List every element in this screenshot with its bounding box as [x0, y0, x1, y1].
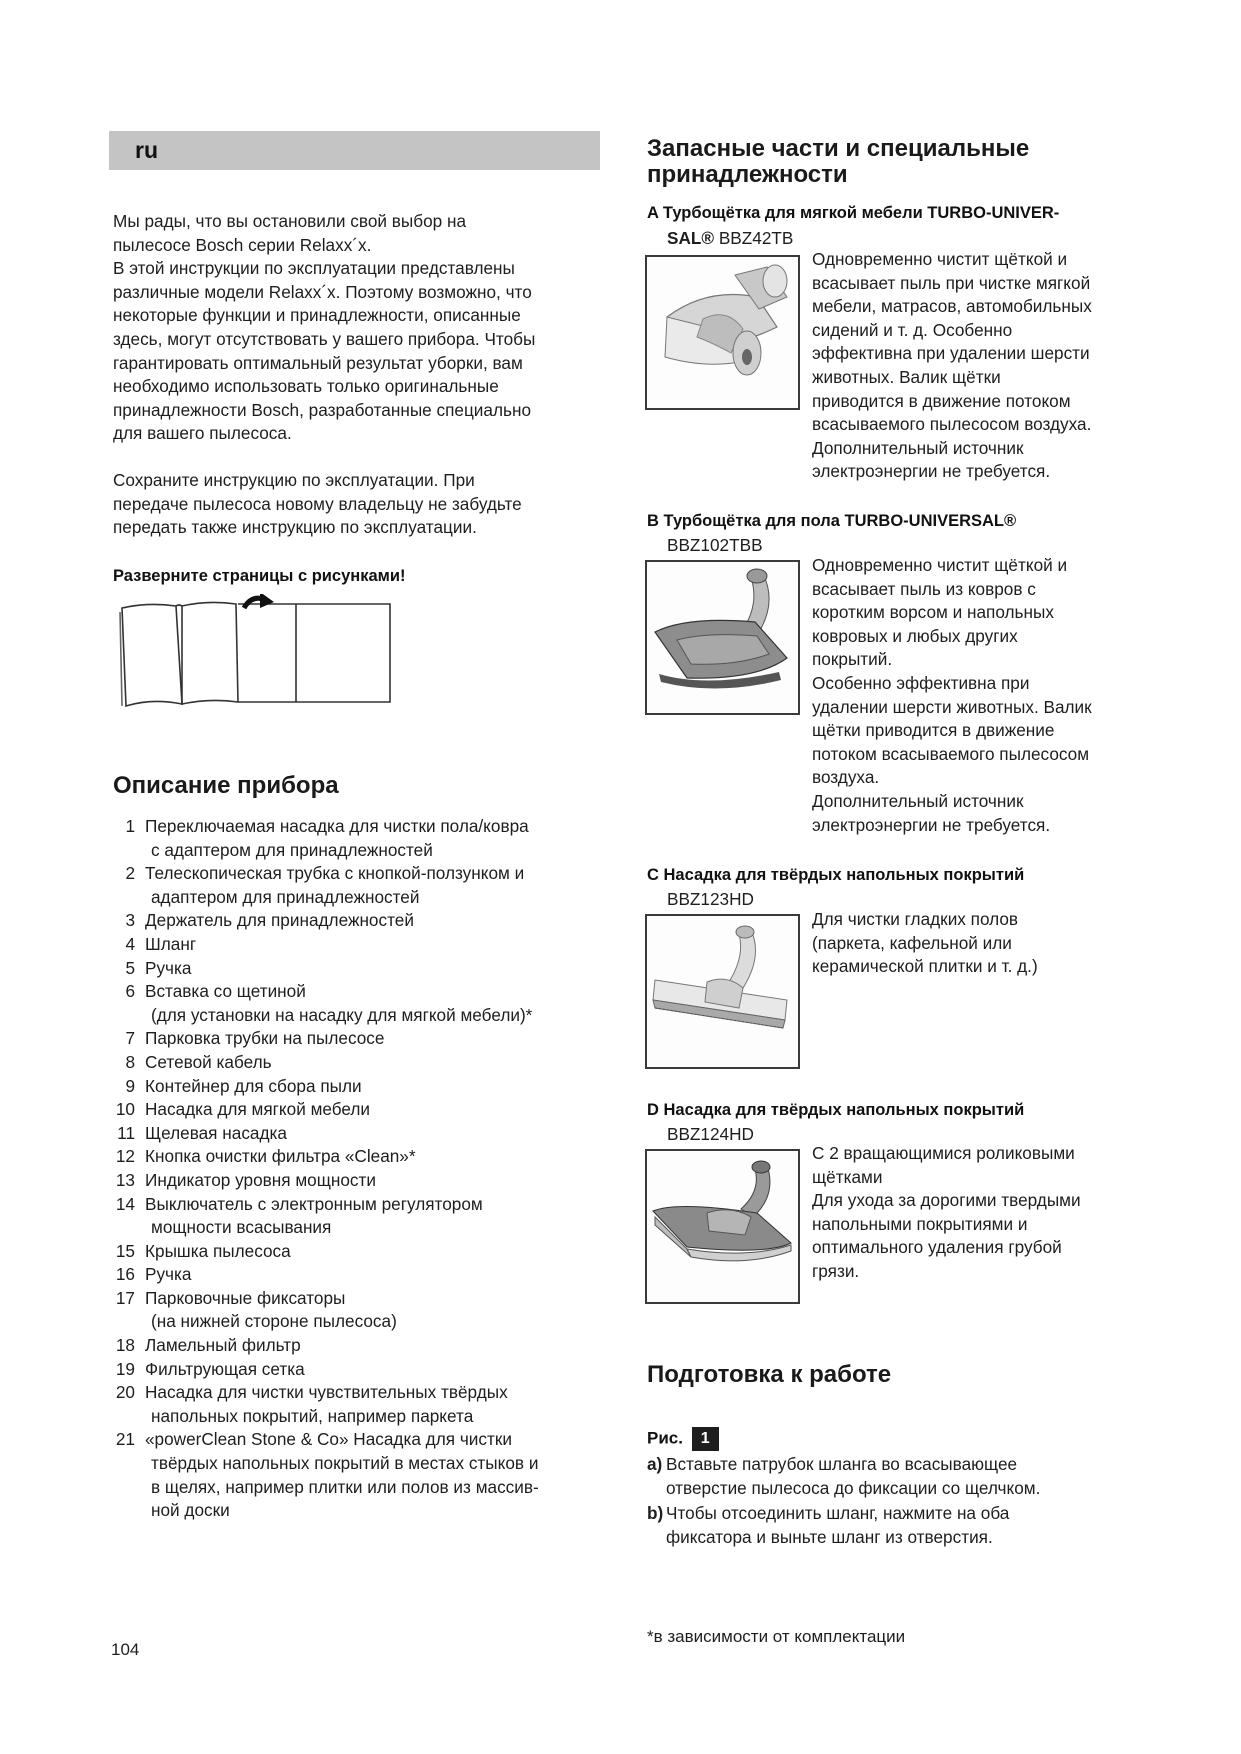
parts-list-text: Переключаемая насадка для чистки пола/ковра	[145, 816, 529, 836]
accessory-c-image	[645, 914, 800, 1069]
text-line: ковровых и любых других	[812, 625, 1018, 646]
parts-list-number: 21	[115, 1429, 135, 1450]
upholstery-turbo-brush-icon	[647, 257, 798, 408]
accessory-d-text	[812, 1142, 1142, 1284]
parts-list-item	[113, 1122, 603, 1146]
parts-list-text: ной доски	[151, 1500, 230, 1521]
parts-list-number: 6	[125, 981, 135, 1002]
text-line: Для ухода за дорогими твердыми	[812, 1190, 1081, 1211]
parts-list-text: Насадка для мягкой мебели	[145, 1099, 371, 1120]
save-line: передать также инструкцию по эксплуатации.	[113, 517, 477, 538]
parts-list-text: «powerClean Stone & Co» Насадка для чистки	[145, 1429, 512, 1450]
parts-list-text: Сетевой кабель	[145, 1051, 272, 1072]
parts-list-number: 12	[115, 1146, 135, 1167]
accessory-b-text	[812, 554, 1142, 837]
accessory-c-model: BBZ123HD	[667, 889, 754, 909]
parts-list-text: Выключатель с электронным регулятором	[145, 1193, 483, 1214]
parts-list-text: Ручка	[145, 1264, 192, 1285]
text-line: керамической плитки и т. д.)	[812, 956, 1038, 977]
text-line: С 2 вращающимися роликовыми	[812, 1143, 1075, 1163]
parts-list-number: 18	[115, 1335, 135, 1356]
intro-line: В этой инструкции по эксплуатации представлены	[113, 258, 515, 279]
hard-floor-roller-nozzle-icon	[647, 1151, 798, 1302]
text-line: оптимального удаления грубой	[812, 1237, 1062, 1258]
figure-number-badge: 1	[692, 1427, 719, 1451]
accessory-c-heading: C Насадка для твёрдых напольных покрытий	[647, 866, 1025, 884]
accessories-heading	[647, 136, 1167, 188]
intro-line: пылесосе Bosch серии Relaxx´x.	[113, 234, 372, 255]
parts-list-number: 15	[115, 1240, 135, 1261]
text-line: коротким ворсом и напольных	[812, 602, 1054, 623]
text-line: воздуха.	[812, 767, 880, 788]
parts-list-number: 16	[115, 1264, 135, 1285]
parts-list-text: Фильтрующая сетка	[145, 1358, 305, 1379]
intro-line: различные модели Relaxx´x. Поэтому возможно, что	[113, 281, 532, 302]
parts-list-item	[113, 980, 603, 1027]
parts-list-text: Кнопка очистки фильтра «Clean»*	[145, 1146, 416, 1167]
intro-line: для вашего пылесоса.	[113, 423, 292, 444]
step-letter: a)	[647, 1454, 663, 1474]
text-line: всасываемого пылесосом воздуха.	[812, 414, 1092, 435]
accessory-a-image	[645, 255, 800, 410]
intro-paragraph	[113, 210, 593, 446]
parts-list-text: мощности всасывания	[151, 1217, 332, 1238]
preparation-heading: Подготовка к работе	[647, 1361, 892, 1388]
parts-list-number: 5	[125, 957, 135, 978]
text-line: щётки приводится в движение	[812, 720, 1055, 741]
save-line: передаче пылесоса новому владельцу не забудьте	[113, 493, 522, 514]
accessory-c-text	[812, 908, 1142, 979]
parts-list-number: 2	[125, 863, 135, 884]
step-letter: b)	[647, 1503, 664, 1523]
parts-list-item	[113, 1358, 603, 1382]
parts-list-number: 7	[125, 1028, 135, 1049]
figure-reference	[647, 1427, 719, 1451]
parts-list-number: 8	[125, 1051, 135, 1072]
parts-list-item	[113, 1193, 603, 1240]
parts-list-item	[113, 1287, 603, 1334]
text-line: (паркета, кафельной или	[812, 932, 1012, 953]
parts-list-number: 13	[115, 1169, 135, 1190]
parts-list-item	[113, 862, 603, 909]
turn-pages-label: Разверните страницы с рисунками!	[113, 567, 406, 585]
step-line: отверстие пылесоса до фиксации со щелчком.	[666, 1477, 1041, 1498]
text-line: напольными покрытиями и	[812, 1213, 1028, 1234]
hard-floor-nozzle-icon	[647, 916, 798, 1067]
intro-line: гарантировать оптимальный результат уборки, вам	[113, 352, 523, 373]
accessory-a-text	[812, 248, 1142, 484]
accessory-b-image	[645, 560, 800, 715]
parts-list-text: с адаптером для принадлежностей	[151, 839, 433, 860]
step-a	[647, 1453, 1117, 1500]
intro-line: здесь, могут отсутствовать у вашего прибора. Чтобы	[113, 328, 536, 349]
parts-list-item	[113, 1169, 603, 1193]
parts-list-text: Вставка со щетиной	[145, 981, 306, 1002]
device-description-heading: Описание прибора	[113, 772, 339, 799]
text-line: Особенно эффективна при	[812, 672, 1030, 693]
parts-list-number: 1	[125, 816, 135, 836]
text-line: мебели, матрасов, автомобильных	[812, 296, 1092, 317]
parts-list-text: Контейнер для сбора пыли	[145, 1075, 362, 1096]
language-code: ru	[135, 137, 158, 163]
parts-list-text: Парковка трубки на пылесосе	[145, 1028, 385, 1049]
parts-list-number: 19	[115, 1358, 135, 1379]
step-line: Вставьте патрубок шланга во всасывающее	[666, 1454, 1018, 1474]
parts-list-text: (для установки на насадку для мягкой мебели)*	[151, 1004, 533, 1025]
footnote: *в зависимости от комплектации	[647, 1627, 906, 1646]
text-line: животных. Валик щётки	[812, 366, 1001, 387]
accessory-d-heading: D Насадка для твёрдых напольных покрытий	[647, 1101, 1025, 1119]
parts-list-item	[113, 1428, 603, 1522]
parts-list-number: 11	[117, 1122, 135, 1143]
text-line: сидений и т. д. Особенно	[812, 319, 1013, 340]
text-line: Дополнительный источник	[812, 437, 1024, 458]
device-parts-list	[113, 815, 603, 1523]
parts-list-text: Телескопическая трубка с кнопкой-ползунком и	[145, 863, 525, 884]
parts-list-text: Ламельный фильтр	[145, 1335, 301, 1356]
parts-list-item	[113, 1381, 603, 1428]
accessory-b-model: BBZ102TBB	[667, 535, 763, 555]
parts-list-text: Индикатор уровня мощности	[145, 1169, 376, 1190]
parts-list-text: адаптером для принадлежностей	[151, 886, 420, 907]
accessory-a-model-code: BBZ42TB	[718, 228, 794, 248]
parts-list-number: 17	[115, 1287, 135, 1308]
parts-list-item	[113, 1075, 603, 1099]
text-line: всасывает пыль при чистке мягкой	[812, 272, 1091, 293]
foldout-pages-illustration	[118, 594, 394, 708]
parts-list-number: 10	[115, 1099, 135, 1120]
text-line: Для чистки гладких полов	[812, 909, 1019, 929]
text-line: потоком всасываемого пылесосом	[812, 743, 1090, 764]
intro-line: Мы рады, что вы остановили свой выбор на	[113, 211, 467, 231]
parts-list-number: 9	[125, 1075, 135, 1096]
accessories-heading-line: Запасные части и специальные	[647, 135, 1030, 162]
intro-line: принадлежности Bosch, разработанные специально	[113, 399, 532, 420]
text-line: эффективна при удалении шерсти	[812, 343, 1090, 364]
parts-list-text: Насадка для чистки чувствительных твёрдых	[145, 1382, 508, 1403]
parts-list-text: Шланг	[145, 933, 197, 954]
figure-label: Рис.	[647, 1428, 683, 1448]
parts-list-item	[113, 1263, 603, 1287]
accessory-a-heading-cont: SAL®	[667, 228, 715, 248]
parts-list-item	[113, 909, 603, 933]
parts-list-item	[113, 1098, 603, 1122]
arrow-icon	[260, 594, 274, 608]
text-line: удалении шерсти животных. Валик	[812, 696, 1092, 717]
parts-list-text: Ручка	[145, 957, 192, 978]
parts-list-item	[113, 957, 603, 981]
parts-list-item	[113, 933, 603, 957]
accessory-d-model: BBZ124HD	[667, 1124, 754, 1144]
accessory-a-heading: A Турбощётка для мягкой мебели TURBO-UNIVER-	[647, 204, 1060, 222]
parts-list-item	[113, 1145, 603, 1169]
parts-list-text: Держатель для принадлежностей	[145, 910, 414, 931]
parts-list-item	[113, 1027, 603, 1051]
text-line: Дополнительный источник	[812, 790, 1024, 811]
parts-list-text: твёрдых напольных покрытий в местах стыков и	[151, 1453, 539, 1474]
parts-list-item	[113, 1240, 603, 1264]
save-instructions-paragraph	[113, 469, 593, 540]
text-line: Одновременно чистит щёткой и	[812, 555, 1068, 575]
text-line: электроэнергии не требуется.	[812, 461, 1051, 482]
step-b	[647, 1502, 1117, 1549]
parts-list-number: 4	[125, 933, 135, 954]
floor-turbo-brush-icon	[647, 562, 798, 713]
parts-list-text: в щелях, например плитки или полов из массив-	[151, 1476, 539, 1497]
language-header-bar	[109, 131, 600, 170]
parts-list-text: Крышка пылесоса	[145, 1240, 291, 1261]
text-line: приводится в движение потоком	[812, 390, 1071, 411]
text-line: Одновременно чистит щёткой и	[812, 249, 1068, 269]
text-line: всасывает пыль из ковров с	[812, 578, 1036, 599]
accessories-heading-line: принадлежности	[647, 161, 848, 188]
step-line: фиксатора и выньте шланг из отверстия.	[666, 1526, 993, 1547]
parts-list-item	[113, 1051, 603, 1075]
intro-line: некоторые функции и принадлежности, описанные	[113, 305, 521, 326]
parts-list-item	[113, 1334, 603, 1358]
parts-list-text: Парковочные фиксаторы	[145, 1287, 346, 1308]
page-number: 104	[111, 1640, 140, 1659]
text-line: грязи.	[812, 1260, 860, 1281]
text-line: электроэнергии не требуется.	[812, 814, 1051, 835]
parts-list-number: 3	[125, 910, 135, 931]
parts-list-text: Щелевая насадка	[145, 1122, 287, 1143]
accessory-b-heading: B Турбощётка для пола TURBO-UNIVERSAL®	[647, 512, 1017, 530]
parts-list-text: (на нижней стороне пылесоса)	[151, 1311, 397, 1332]
accessory-a-model	[667, 227, 793, 250]
text-line: щётками	[812, 1166, 883, 1187]
intro-line: необходимо использовать только оригинальные	[113, 376, 499, 397]
accessory-d-image	[645, 1149, 800, 1304]
parts-list-item	[113, 815, 603, 862]
parts-list-text: напольных покрытий, например паркета	[151, 1405, 474, 1426]
text-line: покрытий.	[812, 649, 893, 670]
parts-list-number: 20	[115, 1382, 135, 1403]
save-line: Сохраните инструкцию по эксплуатации. При	[113, 470, 475, 490]
step-line: Чтобы отсоединить шланг, нажмите на оба	[666, 1503, 1010, 1523]
parts-list-number: 14	[115, 1193, 135, 1214]
